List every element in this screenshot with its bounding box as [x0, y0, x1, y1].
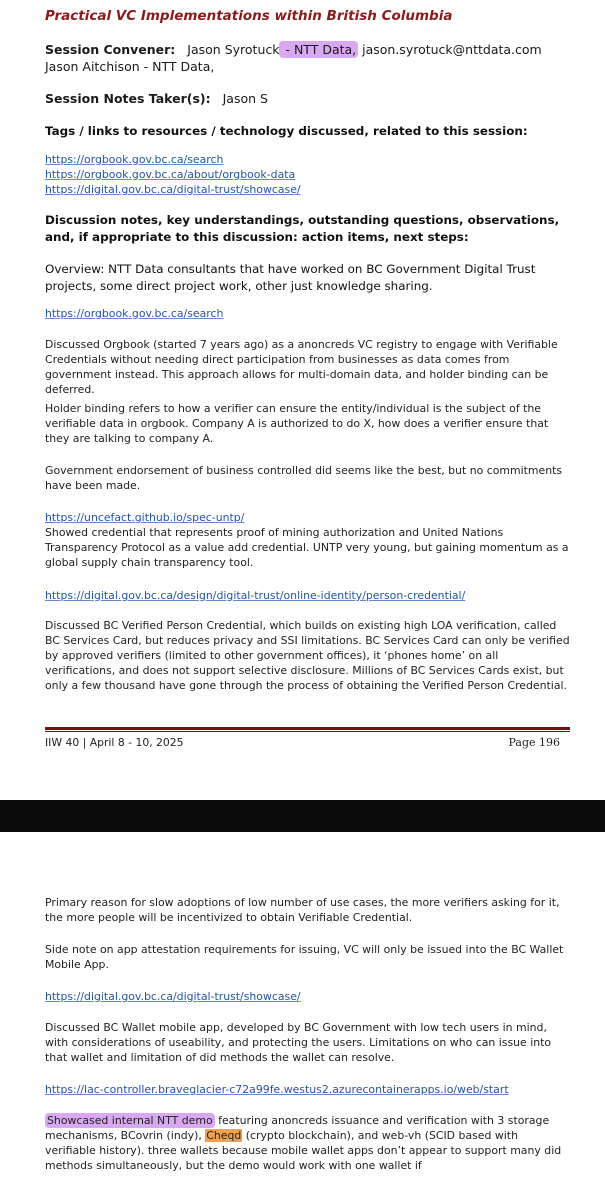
bc-wallet-paragraph: Discussed BC Wallet mobile app, developed by BC Government with low tech users in mind, with considerations of useability, and protecting the users. Limitations on who can issue into that wallet and limitation of did methods the wallet can resolve. — [45, 1021, 552, 1064]
notes-taker-name: Jason S — [222, 91, 268, 106]
convener-name: Jason Syrotuck — [187, 42, 280, 57]
tags-heading: Tags / links to resources / technology discussed, related to this session: — [45, 124, 528, 138]
tag-link-orgbook-data[interactable]: https://orgbook.gov.bc.ca/about/orgbook-data — [45, 168, 296, 181]
primary-reason-paragraph: Primary reason for slow adoptions of low number of use cases, the more verifiers asking for it, the more people will be incentivized to obtain Verifiable Credential. — [45, 896, 560, 924]
endorsement-paragraph: Government endorsement of business controlled did seems like the best, but no commitments have been made. — [45, 464, 563, 492]
untp-link[interactable]: https://uncefact.github.io/spec-untp/ — [45, 511, 245, 524]
cheqd-highlight: Cheqd — [206, 1129, 242, 1142]
tag-link-orgbook-search[interactable]: https://orgbook.gov.bc.ca/search — [45, 153, 224, 166]
orgbook-link[interactable]: https://orgbook.gov.bc.ca/search — [45, 307, 224, 320]
demo-paragraph — [45, 1113, 570, 1173]
lac-link-row — [45, 1082, 570, 1097]
convener-label: Session Convener: — [45, 42, 176, 57]
notes-taker-line — [45, 91, 268, 106]
untp-block — [45, 510, 570, 570]
showcase-link[interactable]: https://digital.gov.bc.ca/digital-trust/showcase/ — [45, 990, 301, 1003]
footer-rule-thin — [45, 731, 570, 732]
discussion-heading: Discussion notes, key understandings, outstanding questions, observations, and, if appropriate to this discussion: action items, next steps: — [45, 213, 560, 244]
document-page-197 — [0, 832, 605, 1200]
footer-event: IIW 40 | April 8 - 10, 2025 — [45, 736, 184, 749]
demo-text-part2: (crypto blockchain), and web-vh (SCID based with verifiable history). three wallets because mobile wallet apps don’t appear to support many did methods simultaneously, but the demo would work with one wallet if — [45, 1129, 562, 1172]
lac-controller-link[interactable]: https://lac-controller.braveglacier-c72a99fe.westus2.azurecontainerapps.io/web/start — [45, 1083, 509, 1096]
demo-text-part1: featuring anoncreds issuance and verification with 3 storage mechanisms, BCovrin (indy), — [45, 1114, 550, 1142]
showcase-link-row — [45, 989, 570, 1004]
footer-rule — [45, 727, 570, 730]
convener-line — [45, 42, 542, 57]
convener-second: Jason Aitchison - NTT Data, — [45, 59, 215, 74]
demo-highlight: Showcased internal NTT demo — [47, 1114, 213, 1127]
tag-links — [45, 152, 570, 197]
orgbook-link-row — [45, 306, 570, 321]
convener-email: jason.syrotuck@nttdata.com — [358, 42, 542, 57]
person-credential-link[interactable]: https://digital.gov.bc.ca/design/digital-trust/online-identity/person-credential/ — [45, 589, 466, 602]
person-credential-paragraph: Discussed BC Verified Person Credential, which builds on existing high LOA verification, called BC Services Card, but reduces privacy and SSI limitations. BC Services Card can only be verified by approved verifiers (limited to other government offices), it ‘phones home’ on all verifications, and does not support selective disclosure. Millions of BC Services Cards exist, but only a few thousand have gone through the process of obtaining the Verified Person Credential. — [45, 619, 570, 692]
page-number: Page 196 — [508, 736, 560, 749]
untp-paragraph: Showed credential that represents proof of mining authorization and United Nations Transparency Protocol as a value add credential. UNTP very young, but gaining momentum as a global supply chain transparency tool. — [45, 526, 569, 569]
notes-taker-label: Session Notes Taker(s): — [45, 91, 211, 106]
orgbook-paragraph: Discussed Orgbook (started 7 years ago) as a anoncreds VC registry to engage with Verifiable Credentials without needing direct participation from businesses as data comes from government instead. This approach allows for multi-domain data, and holder binding can be deferred. — [45, 338, 558, 396]
overview-paragraph: Overview: NTT Data consultants that have worked on BC Government Digital Trust projects, some direct project work, other just knowledge sharing. — [45, 262, 536, 293]
side-note-paragraph: Side note on app attestation requirements for issuing, VC will only be issued into the BC Wallet Mobile App. — [45, 943, 564, 971]
person-credential-link-row — [45, 588, 570, 603]
convener-org-highlight: - NTT Data, — [281, 42, 357, 57]
holder-binding-paragraph: Holder binding refers to how a verifier can ensure the entity/individual is the subject of the verifiable data in orgbook. Company A is authorized to do X, how does a verifier ensure that they are talking to company A. — [45, 402, 549, 445]
session-title: Practical VC Implementations within British Columbia — [45, 8, 453, 24]
tag-link-showcase[interactable]: https://digital.gov.bc.ca/digital-trust/showcase/ — [45, 183, 301, 196]
page-separator — [0, 800, 605, 832]
